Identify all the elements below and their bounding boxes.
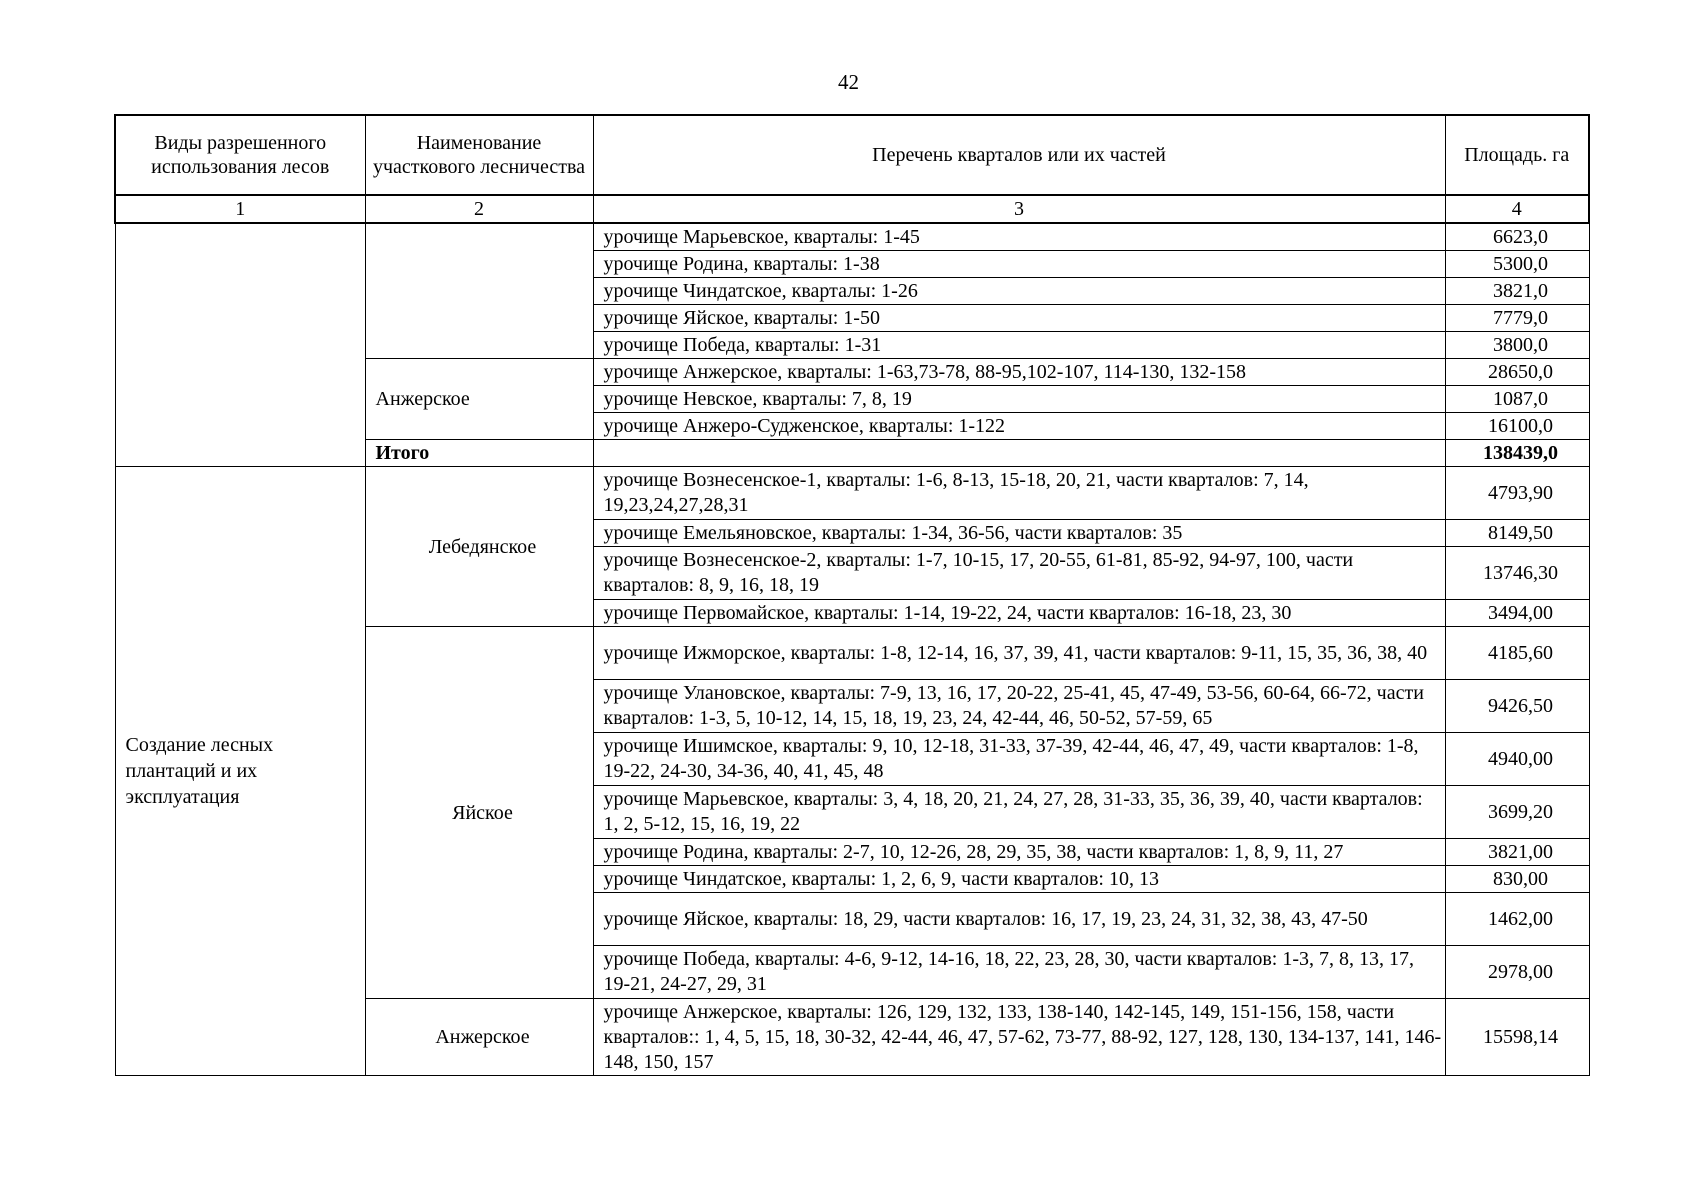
quarters-cell: урочище Анжерское, кварталы: 1-63,73-78, 88-95,102-107, 114-130, 132-158 — [593, 359, 1445, 386]
area-cell: 4185,60 — [1445, 627, 1589, 680]
quarters-cell: урочище Ижморское, кварталы: 1-8, 12-14, 16, 37, 39, 41, части кварталов: 9-11, 15, 35, 36, 38, 40 — [593, 627, 1445, 680]
area-cell: 5300,0 — [1445, 251, 1589, 278]
column-numbers-row — [115, 195, 1589, 223]
area-cell: 9426,50 — [1445, 680, 1589, 733]
area-cell: 3821,0 — [1445, 278, 1589, 305]
quarters-cell: урочище Вознесенское-2, кварталы: 1-7, 10-15, 17, 20-55, 61-81, 85-92, 94-97, 100, части кварталов: 8, 9, 16, 18, 19 — [593, 547, 1445, 600]
forestry-cell-continued — [365, 223, 593, 359]
quarters-cell-empty — [593, 440, 1445, 467]
table-row — [115, 223, 1589, 251]
forestry-name-cell: Анжерское — [365, 359, 593, 440]
header-usage-types: Виды разрешенного использования лесов — [115, 115, 365, 195]
usage-type-cell: Создание лесных плантаций и их эксплуатация — [115, 467, 365, 1076]
area-cell: 7779,0 — [1445, 305, 1589, 332]
usage-cell-continued — [115, 223, 365, 467]
area-cell: 1462,00 — [1445, 893, 1589, 946]
forestry-name-cell: Лебедянское — [365, 467, 593, 627]
column-number: 1 — [115, 195, 365, 223]
area-cell: 3821,00 — [1445, 839, 1589, 866]
area-cell: 1087,0 — [1445, 386, 1589, 413]
area-cell: 3699,20 — [1445, 786, 1589, 839]
header-forestry-name: Наименование участкового лесничества — [365, 115, 593, 195]
quarters-cell: урочище Чиндатское, кварталы: 1-26 — [593, 278, 1445, 305]
quarters-cell: урочище Вознесенское-1, кварталы: 1-6, 8-13, 15-18, 20, 21, части кварталов: 7, 14, 19,23,24,27,28,31 — [593, 467, 1445, 520]
quarters-cell: урочище Анжерское, кварталы: 126, 129, 132, 133, 138-140, 142-145, 149, 151-156, 158, части кварталов:: 1, 4, 5, 15, 18, 30-32, 42-44, 46, 47, 57-62, 73-77, 88-92, 127, 128, 130, 134-137, 141, 146-148, 150, 157 — [593, 999, 1445, 1076]
quarters-cell: урочище Невское, кварталы: 7, 8, 19 — [593, 386, 1445, 413]
area-cell: 8149,50 — [1445, 520, 1589, 547]
table-header-row — [115, 115, 1589, 195]
area-cell: 3800,0 — [1445, 332, 1589, 359]
quarters-cell: урочище Первомайское, кварталы: 1-14, 19-22, 24, части кварталов: 16-18, 23, 30 — [593, 600, 1445, 627]
column-number: 3 — [593, 195, 1445, 223]
area-cell: 2978,00 — [1445, 946, 1589, 999]
column-number: 2 — [365, 195, 593, 223]
area-cell: 6623,0 — [1445, 223, 1589, 251]
quarters-cell: урочище Победа, кварталы: 1-31 — [593, 332, 1445, 359]
forestry-name-cell: Яйское — [365, 627, 593, 999]
area-cell: 830,00 — [1445, 866, 1589, 893]
header-area: Площадь. га — [1445, 115, 1589, 195]
area-cell: 28650,0 — [1445, 359, 1589, 386]
column-number: 4 — [1445, 195, 1589, 223]
header-quarters-list: Перечень кварталов или их частей — [593, 115, 1445, 195]
area-cell: 13746,30 — [1445, 547, 1589, 600]
total-value: 138439,0 — [1445, 440, 1589, 467]
forestry-name-cell: Анжерское — [365, 999, 593, 1076]
quarters-cell: урочище Родина, кварталы: 1-38 — [593, 251, 1445, 278]
forest-use-table — [114, 114, 1590, 1076]
quarters-cell: урочище Чиндатское, кварталы: 1, 2, 6, 9, части кварталов: 10, 13 — [593, 866, 1445, 893]
quarters-cell: урочище Марьевское, кварталы: 1-45 — [593, 223, 1445, 251]
quarters-cell: урочище Родина, кварталы: 2-7, 10, 12-26, 28, 29, 35, 38, части кварталов: 1, 8, 9, 11, 27 — [593, 839, 1445, 866]
area-cell: 15598,14 — [1445, 999, 1589, 1076]
area-cell: 4793,90 — [1445, 467, 1589, 520]
quarters-cell: урочище Победа, кварталы: 4-6, 9-12, 14-16, 18, 22, 23, 28, 30, части кварталов: 1-3, 7, 8, 13, 17, 19-21, 24-27, 29, 31 — [593, 946, 1445, 999]
quarters-cell: урочище Яйское, кварталы: 18, 29, части кварталов: 16, 17, 19, 23, 24, 31, 32, 38, 43, 47-50 — [593, 893, 1445, 946]
area-cell: 4940,00 — [1445, 733, 1589, 786]
table-row — [115, 467, 1589, 520]
quarters-cell: урочище Анжеро-Судженское, кварталы: 1-122 — [593, 413, 1445, 440]
quarters-cell: урочище Ишимское, кварталы: 9, 10, 12-18, 31-33, 37-39, 42-44, 46, 47, 49, части кварталов: 1-8, 19-22, 24-30, 34-36, 40, 41, 45, 48 — [593, 733, 1445, 786]
quarters-cell: урочище Улановское, кварталы: 7-9, 13, 16, 17, 20-22, 25-41, 45, 47-49, 53-56, 60-64, 66-72, части кварталов: 1-3, 5, 10-12, 14, 15, 18, 19, 23, 24, 42-44, 46, 50-52, 57-59, 65 — [593, 680, 1445, 733]
area-cell: 3494,00 — [1445, 600, 1589, 627]
quarters-cell: урочище Марьевское, кварталы: 3, 4, 18, 20, 21, 24, 27, 28, 31-33, 35, 36, 39, 40, части кварталов: 1, 2, 5-12, 15, 16, 19, 22 — [593, 786, 1445, 839]
quarters-cell: урочище Емельяновское, кварталы: 1-34, 36-56, части кварталов: 35 — [593, 520, 1445, 547]
total-label: Итого — [365, 440, 593, 467]
quarters-cell: урочище Яйское, кварталы: 1-50 — [593, 305, 1445, 332]
area-cell: 16100,0 — [1445, 413, 1589, 440]
page-number: 42 — [838, 70, 859, 94]
